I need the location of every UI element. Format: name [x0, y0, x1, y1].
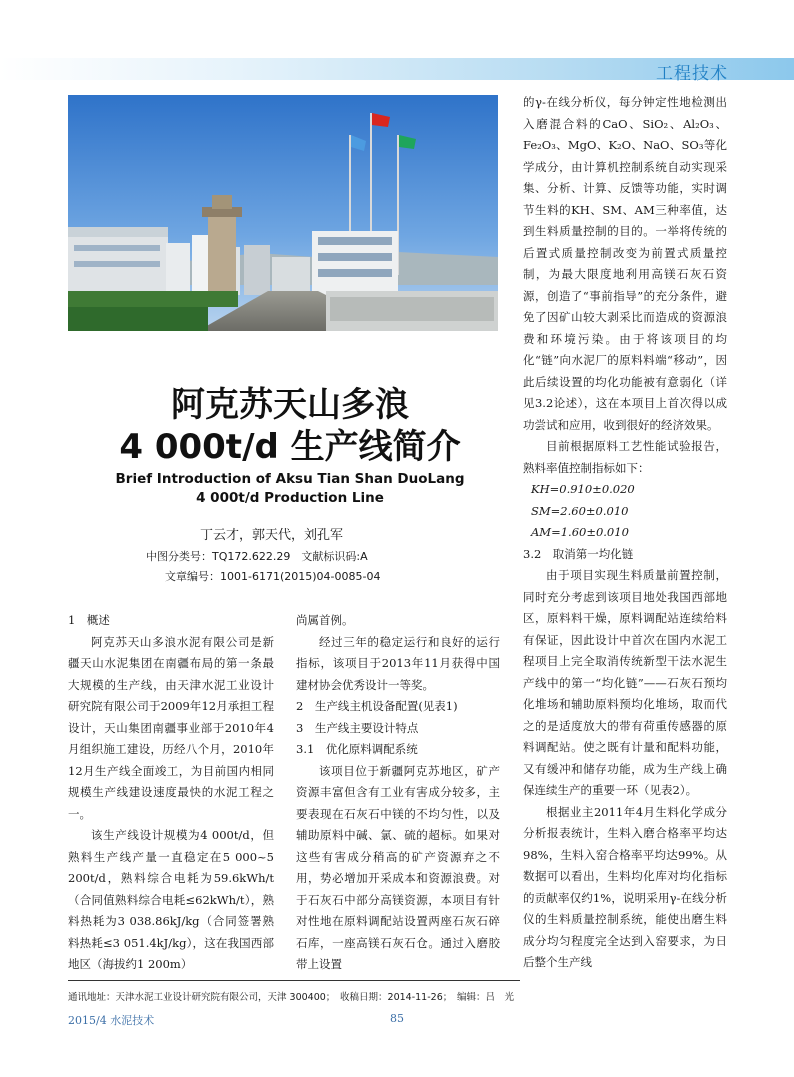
title-en-line1: Brief Introduction of Aksu Tian Shan DuoLang — [115, 471, 465, 487]
formula-sm: SM=2.60±0.010 — [531, 503, 629, 518]
footnote-rule — [68, 980, 520, 981]
formula-kh: KH=0.910±0.020 — [531, 482, 635, 496]
title-cn-line2: 4 000t/d 生产线简介 — [119, 427, 461, 467]
authors: 丁云才，郭天代，刘孔军 — [200, 528, 344, 543]
paragraph: 该项目位于新疆阿克苏地区，矿产资源丰富但含有工业有害成分较多，主要表现在石灰石中镁的不均匀性，以及辅助原料中碱、氯、硫的超标。如果对这些有害成分稍高的矿产资源弃之不用，势必增加开采成本和资源浪费。对于石灰石中部分高镁资源，本项目有针对性地在原料调配站设置两座石灰石碎石库，一座高镁石灰石仓。通过入磨胶带上设置 — [296, 763, 500, 971]
title-cn-line1: 阿克苏天山多浪 — [171, 385, 409, 425]
body-column-left — [68, 610, 274, 976]
subsection-heading: 3.2 取消第一均化链 — [523, 546, 634, 561]
paragraph: 经过三年的稳定运行和良好的运行指标，该项目于2013年11月获得中国建材协会优秀设计一等奖。 — [296, 634, 500, 692]
paragraph: 的γ-在线分析仪，每分钟定性地检测出入磨混合料的CaO、SiO₂、Al₂O₃、Fe₂O₃、MgO、K₂O、NaO、SO₃等化学成分，由计算机控制系统自动实现采集、分析、计算、反馈等功能，实时调节生料的KH、SM、AM三种率值，达到生料质量控制的目的。一举将传统的后置式质量控制改变为前置式质量控制，为最大限度地利用高镁石灰石资源，创造了“事前指导”的充分条件，避免了因矿山较大剥采比而造成的资源浪费和环境污染。由于将该项目的均化“链”向水泥厂的原料料端“移动”，因此后续设置的均化功能被有意弱化（详见3.2论述），这在本项目上首次得以成功尝试和应用，收到很好的经济效果。 — [523, 95, 727, 432]
article-title-cn — [70, 384, 510, 468]
body-column-right — [523, 92, 727, 974]
section-heading: 2 生产线主机设备配置(见表1) — [296, 699, 458, 713]
paragraph: 根据业主2011年4月生料化学成分分析报表统计，生料入磨合格率平均达98%，生料入窑合格率平均达99%。从数据可以看出，生料均化库对均化指标的贡献率仅约1%，说明采用γ-在线分析仪的生料质量控制系统，能使出磨生料成分均匀程度完全达到入窑要求，为日后整个生产线 — [523, 804, 727, 969]
paragraph: 阿克苏天山多浪水泥有限公司是新疆天山水泥集团在南疆布局的第一条最大规模的生产线，由天津水泥工业设计研究院有限公司于2009年12月承担工程设计，天山集团南疆事业部于2010年4月组织施工建设，历经八个月，2010年12月生产线全面竣工，为目前国内相同规模生产线建设速度最快的水泥工程之一。 — [68, 634, 274, 821]
page-number: 85 — [390, 1012, 404, 1025]
journal-name: 2015/4 水泥技术 — [68, 1014, 155, 1027]
article-number: 文章编号：1001-6171(2015)04-0085-04 — [165, 570, 381, 583]
clc-number: 中图分类号：TQ172.622.29 文献标识码:A — [146, 550, 368, 563]
footnote: 通讯地址：天津水泥工业设计研究院有限公司，天津 300400； 收稿日期：2014-11-26； 编辑：吕 光 — [68, 992, 514, 1003]
title-en-line2: 4 000t/d Production Line — [196, 490, 384, 506]
article-title-en — [70, 470, 510, 508]
paragraph: 由于项目实现生料质量前置控制，同时充分考虑到该项目地处我国西部地区，原料料干燥，原料调配站连续给料有保证，因此设计中首次在国内水泥工程项目上完全取消传统新型干法水泥生产线中的第一“均化链”——石灰石预均化堆场和辅助原料预均化堆场，取而代之的是适度放大的带有荷重传感器的原料调配站。使之既有计量和配料功能，又有缓冲和储存功能，成为生产线上确保连续生产的重要一环（见表2）。 — [523, 568, 727, 797]
section-heading: 3 生产线主要设计特点 — [296, 720, 419, 735]
section-heading: 1 概述 — [68, 613, 110, 627]
section-title: 工程技术 — [656, 64, 728, 84]
plant-photo — [68, 95, 498, 331]
formula-am: AM=1.60±0.010 — [531, 525, 629, 539]
body-column-middle — [296, 610, 500, 976]
paragraph: 尚属首例。 — [296, 613, 354, 627]
subsection-heading: 3.1 优化原料调配系统 — [296, 742, 418, 756]
paragraph: 该生产线设计规模为4 000t/d，但熟料生产线产量一直稳定在5 000~5 200t/d，熟料综合电耗为59.6kWh/t（合同值熟料综合电耗≤62kWh/t），熟料热耗为3 038.86kJ/kg（合同签署熟料热耗≤3 051.4kJ/kg），这在我国西部地区（海拔约1 200m） — [68, 828, 274, 971]
paragraph: 目前根据原料工艺性能试验报告，熟料率值控制指标如下： — [523, 439, 727, 475]
